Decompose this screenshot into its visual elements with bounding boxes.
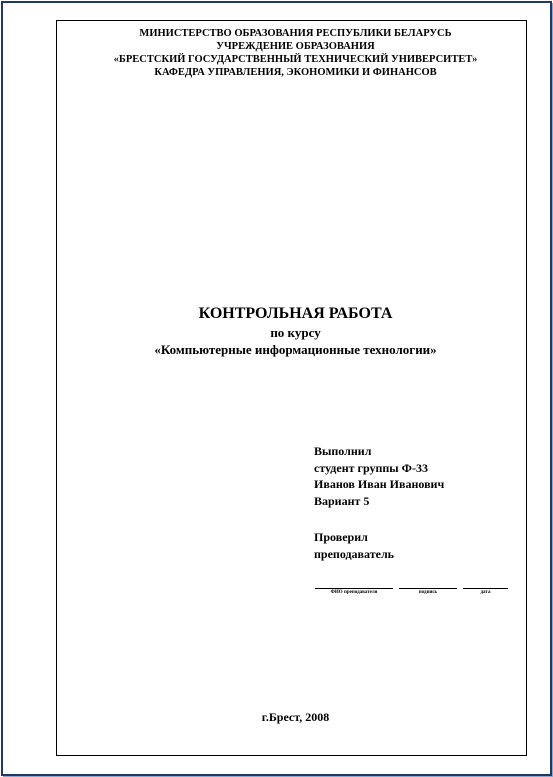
course-name: «Компьютерные информационные технологии» [154, 342, 437, 357]
performer-block [314, 443, 444, 509]
signature-caption: подпись [418, 590, 438, 595]
ministry-line: МИНИСТЕРСТВО ОБРАЗОВАНИЯ РЕСПУБЛИКИ БЕЛАРУСЬ [139, 28, 452, 39]
course-prefix: по курсу [270, 325, 321, 340]
variant-number: Вариант 5 [314, 493, 370, 508]
performer-label: Выполнил [314, 444, 372, 458]
checker-block [314, 529, 394, 562]
checker-role: преподаватель [314, 546, 395, 561]
title-block [56, 304, 535, 358]
document-title: КОНТРОЛЬНАЯ РАБОТА [198, 305, 393, 322]
institution-header [56, 27, 535, 79]
signature-lines [313, 578, 513, 598]
date-caption: дата [480, 590, 491, 595]
checker-label: Проверил [314, 530, 368, 544]
signature-line [399, 588, 457, 589]
university-line: «БРЕСТСКИЙ ГОСУДАРСТВЕННЫЙ ТЕХНИЧЕСКИЙ УНИВЕРСИТЕТ» [113, 54, 478, 65]
student-group: студент группы Ф-33 [314, 460, 428, 475]
fio-caption: ФИО преподавателя [330, 590, 378, 595]
document-border [56, 20, 527, 756]
institution-type-line: УЧРЕЖДЕНИЕ ОБРАЗОВАНИЯ [216, 41, 375, 52]
student-name: Иванов Иван Иванович [314, 477, 445, 491]
department-line: КАФЕДРА УПРАВЛЕНИЯ, ЭКОНОМИКИ И ФИНАНСОВ [154, 67, 437, 78]
fio-line [315, 588, 393, 589]
date-line [463, 588, 508, 589]
city-year: г.Брест, 2008 [261, 710, 330, 724]
